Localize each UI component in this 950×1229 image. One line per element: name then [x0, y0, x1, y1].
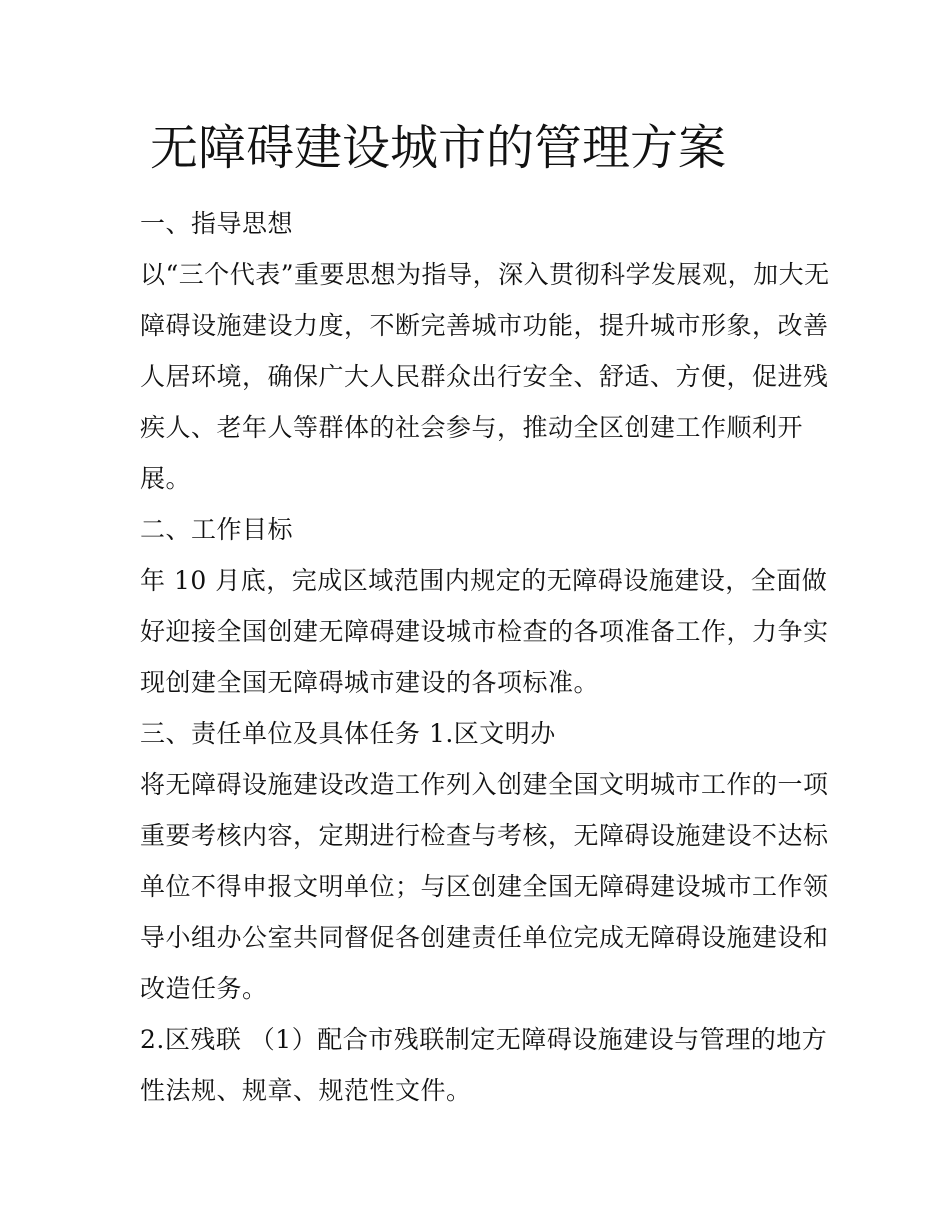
paragraph-line: 改造任务。 — [140, 974, 268, 1003]
paragraph-line: 疾人、老年人等群体的社会参与，推动全区创建工作顺利开 — [140, 413, 804, 442]
paragraph-line: 展。 — [140, 464, 192, 493]
paragraph-line: 2.区残联 （1）配合市残联制定无障碍设施建设与管理的地方 — [140, 1025, 828, 1054]
paragraph-line: 将无障碍设施建设改造工作列入创建全国文明城市工作的一项 — [140, 770, 829, 799]
section-heading-work-goals: 二、工作目标 — [140, 515, 294, 544]
section-heading-guiding-ideology: 一、指导思想 — [140, 209, 294, 238]
paragraph-line: 现创建全国无障碍城市建设的各项标准。 — [140, 668, 600, 697]
document-title: 无障碍建设城市的管理方案 — [150, 120, 727, 176]
paragraph-line: 重要考核内容，定期进行检查与考核，无障碍设施建设不达标 — [140, 821, 829, 850]
section-heading-responsible-units: 三、责任单位及具体任务 1.区文明办 — [140, 719, 556, 748]
paragraph-line: 性法规、规章、规范性文件。 — [140, 1076, 472, 1105]
paragraph-line: 导小组办公室共同督促各创建责任单位完成无障碍设施建设和 — [140, 923, 829, 952]
paragraph-line: 好迎接全国创建无障碍建设城市检查的各项准备工作，力争实 — [140, 617, 829, 646]
paragraph-line: 单位不得申报文明单位；与区创建全国无障碍建设城市工作领 — [140, 872, 829, 901]
paragraph-line: 障碍设施建设力度，不断完善城市功能，提升城市形象，改善 — [140, 311, 829, 340]
document-body — [140, 198, 830, 1116]
paragraph-line: 以“三个代表”重要思想为指导，深入贯彻科学发展观，加大无 — [140, 260, 830, 289]
paragraph-line: 人居环境，确保广大人民群众出行安全、舒适、方便，促进残 — [140, 362, 829, 391]
paragraph-line: 年 10 月底，完成区域范围内规定的无障碍设施建设，全面做 — [140, 566, 828, 595]
